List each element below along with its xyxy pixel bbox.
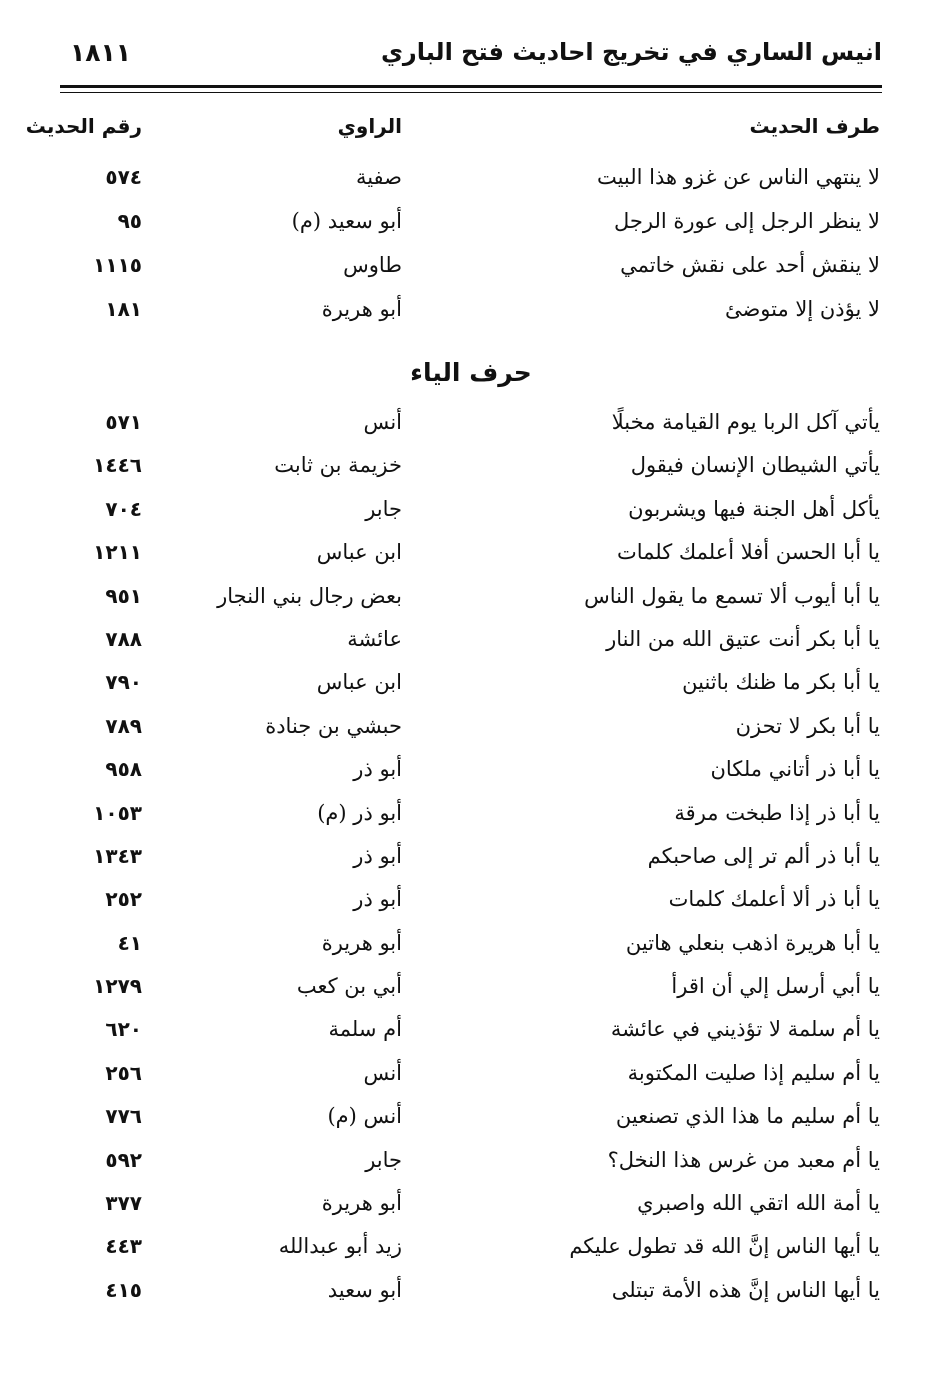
table-row bbox=[0, 402, 942, 445]
hadith-number: ١٣٤٣ bbox=[93, 843, 142, 868]
narrator: جابر bbox=[365, 496, 402, 521]
hadith-number: ٧٠٤ bbox=[105, 496, 142, 521]
narrator: أبو ذر bbox=[353, 757, 402, 782]
hadith-text: يأتي الشيطان الإنسان فيقول bbox=[630, 453, 880, 478]
hadith-text: يا أم سليم إذا صليت المكتوبة bbox=[627, 1060, 880, 1085]
narrator: ابن عباس bbox=[316, 670, 402, 695]
hadith-number: ١٨١ bbox=[105, 297, 142, 321]
header-rule-thin bbox=[60, 92, 882, 93]
table-row bbox=[0, 1140, 942, 1183]
hadith-text: يا أبا هريرة اذهب بنعلي هاتين bbox=[625, 930, 880, 955]
narrator: أبو ذر bbox=[353, 887, 402, 912]
narrator: أبو هريرة bbox=[321, 930, 402, 955]
page-number: ١٨١١ bbox=[70, 38, 132, 67]
table-section-2 bbox=[0, 402, 942, 1313]
column-header-number: رقم الحديث bbox=[25, 114, 142, 138]
hadith-number: ٥٧١ bbox=[105, 410, 142, 434]
narrator: بعض رجال بني النجار bbox=[217, 583, 402, 608]
hadith-number: ٥٧٤ bbox=[105, 165, 142, 189]
hadith-number: ٧٧٦ bbox=[105, 1104, 142, 1129]
narrator: أبو هريرة bbox=[321, 297, 402, 321]
table-row bbox=[0, 157, 942, 201]
hadith-number: ٤١ bbox=[117, 930, 142, 955]
table-row bbox=[0, 1009, 942, 1052]
hadith-text: يا أبا ذر أتاني ملكان bbox=[710, 757, 880, 782]
narrator: أبو ذر bbox=[353, 843, 402, 868]
narrator: أبو سعيد bbox=[327, 1277, 402, 1302]
hadith-number: ٣٧٧ bbox=[105, 1191, 142, 1216]
narrator: أبو سعيد (م) bbox=[291, 209, 402, 233]
hadith-text: يا أبا بكر أنت عتيق الله من النار bbox=[606, 626, 880, 651]
table-row bbox=[0, 445, 942, 488]
narrator: زيد أبو عبدالله bbox=[278, 1234, 402, 1259]
section-heading: حرف الياء bbox=[410, 358, 532, 387]
hadith-text: لا ينتهي الناس عن غزو هذا البيت bbox=[596, 165, 880, 189]
hadith-number: ٩٥٨ bbox=[105, 757, 142, 782]
hadith-text: يا أبا ذر ألم تر إلى صاحبكم bbox=[647, 843, 880, 868]
hadith-number: ٢٥٢ bbox=[105, 887, 142, 912]
narrator: أنس bbox=[363, 410, 402, 434]
table-row bbox=[0, 966, 942, 1009]
hadith-text: يا أبا أيوب ألا تسمع ما يقول الناس bbox=[584, 583, 880, 608]
table-row bbox=[0, 619, 942, 662]
hadith-text: يا أبا بكر ما ظنك باثنين bbox=[682, 670, 880, 695]
table-row bbox=[0, 201, 942, 245]
hadith-text: يا أبا بكر لا تحزن bbox=[735, 713, 880, 738]
hadith-text: لا يؤذن إلا متوضئ bbox=[724, 297, 880, 321]
narrator: أنس (م) bbox=[327, 1104, 402, 1129]
hadith-text: يا أبي أرسل إلي أن اقرأ bbox=[671, 974, 880, 999]
hadith-text: يا أم سلمة لا تؤذيني في عائشة bbox=[610, 1017, 880, 1042]
table-row bbox=[0, 576, 942, 619]
hadith-text: يا أبا الحسن أفلا أعلمك كلمات bbox=[616, 540, 880, 565]
hadith-text: يا أيها الناس إنَّ الله قد تطول عليكم bbox=[569, 1234, 880, 1259]
hadith-text: يا أبا ذر ألا أعلمك كلمات bbox=[668, 887, 880, 912]
hadith-number: ١٠٥٣ bbox=[93, 800, 142, 825]
hadith-text: يا أيها الناس إنَّ هذه الأمة تبتلى bbox=[611, 1277, 880, 1302]
column-header-rawi: الراوي bbox=[337, 114, 402, 138]
hadith-text: يا أم سليم ما هذا الذي تصنعين bbox=[615, 1104, 880, 1129]
table-row bbox=[0, 662, 942, 705]
table-row bbox=[0, 836, 942, 879]
hadith-text: يا أم معبد من غرس هذا النخل؟ bbox=[607, 1147, 880, 1172]
hadith-number: ٧٩٠ bbox=[105, 670, 142, 695]
header-rule-thick bbox=[60, 85, 882, 88]
table-row bbox=[0, 489, 942, 532]
table-section-1 bbox=[0, 157, 942, 333]
hadith-text: يأكل أهل الجنة فيها ويشربون bbox=[628, 496, 880, 521]
hadith-text: يا أمة الله اتقي الله واصبري bbox=[637, 1191, 880, 1216]
hadith-text: لا ينظر الرجل إلى عورة الرجل bbox=[613, 209, 880, 233]
table-header bbox=[0, 106, 942, 146]
table-row bbox=[0, 706, 942, 749]
hadith-text: لا ينقش أحد على نقش خاتمي bbox=[620, 253, 880, 277]
hadith-number: ١٢٧٩ bbox=[93, 974, 142, 999]
running-title: انيس الساري في تخريج احاديث فتح الباري bbox=[380, 38, 882, 66]
hadith-text: يا أبا ذر إذا طبخت مرقة bbox=[674, 800, 880, 825]
hadith-number: ١٤٤٦ bbox=[93, 453, 142, 478]
table-row bbox=[0, 532, 942, 575]
hadith-number: ١٢١١ bbox=[93, 540, 142, 565]
hadith-number: ٤٤٣ bbox=[105, 1234, 142, 1259]
hadith-text: يأتي آكل الربا يوم القيامة مخبلًا bbox=[611, 410, 880, 434]
hadith-number: ١١١٥ bbox=[93, 253, 142, 277]
narrator: جابر bbox=[365, 1147, 402, 1172]
narrator: أنس bbox=[363, 1060, 402, 1085]
hadith-number: ٥٩٢ bbox=[105, 1147, 142, 1172]
hadith-number: ٩٥ bbox=[117, 209, 142, 233]
narrator: حبشي بن جنادة bbox=[265, 713, 402, 738]
narrator: صفية bbox=[355, 165, 402, 189]
narrator: عائشة bbox=[347, 626, 402, 651]
column-header-hadith: طرف الحديث bbox=[749, 114, 880, 138]
narrator: أم سلمة bbox=[328, 1017, 402, 1042]
table-row bbox=[0, 245, 942, 289]
narrator: أبو هريرة bbox=[321, 1191, 402, 1216]
narrator: أبي بن كعب bbox=[296, 974, 402, 999]
narrator: أبو ذر (م) bbox=[317, 800, 402, 825]
table-row bbox=[0, 1226, 942, 1269]
hadith-number: ٧٨٩ bbox=[105, 713, 142, 738]
table-row bbox=[0, 1096, 942, 1139]
narrator: خزيمة بن ثابت bbox=[274, 453, 402, 478]
table-row bbox=[0, 879, 942, 922]
narrator: ابن عباس bbox=[316, 540, 402, 565]
table-row bbox=[0, 1183, 942, 1226]
hadith-number: ٤١٥ bbox=[105, 1277, 142, 1302]
hadith-number: ٩٥١ bbox=[105, 583, 142, 608]
table-row bbox=[0, 923, 942, 966]
table-row bbox=[0, 289, 942, 333]
hadith-number: ٦٢٠ bbox=[105, 1017, 142, 1042]
narrator: طاوس bbox=[343, 253, 402, 277]
table-row bbox=[0, 793, 942, 836]
hadith-number: ٢٥٦ bbox=[105, 1060, 142, 1085]
table-row bbox=[0, 749, 942, 792]
hadith-number: ٧٨٨ bbox=[105, 626, 142, 651]
table-row bbox=[0, 1270, 942, 1313]
table-row bbox=[0, 1053, 942, 1096]
